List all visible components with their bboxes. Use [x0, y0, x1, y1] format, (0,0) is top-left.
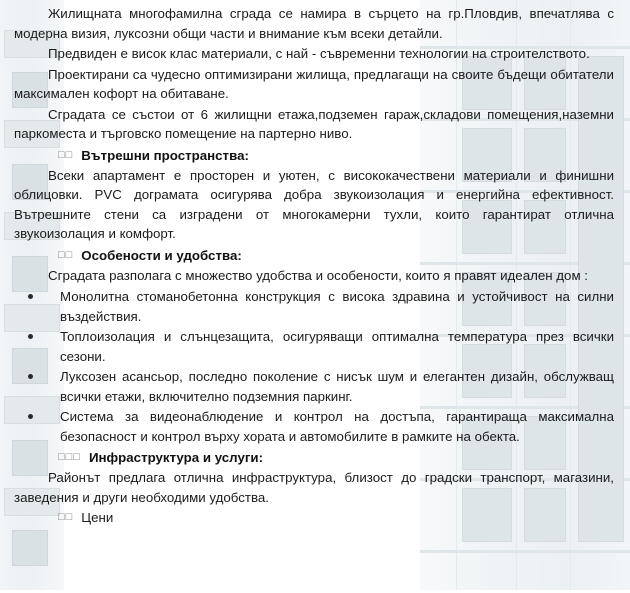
bullet-dot-icon: [28, 374, 33, 379]
bullet-dot-icon: [28, 334, 33, 339]
list-item-label: Топлоизолация и слънцезащита, осигуряващи оптимална температура през всички сезони.: [60, 329, 614, 364]
heading-prices-label: Цени: [81, 510, 114, 525]
heading-features: [14, 245, 614, 266]
bullet-box-icon: □□: [58, 511, 74, 523]
heading-features-label: Особености и удобства:: [81, 247, 242, 263]
list-item-label: Система за видеонаблюдение и контрол на достъпа, гарантираща максимална безопасност и контрол върху хората и автомобилите в рамките на обекта.: [60, 409, 614, 444]
list-item: [14, 407, 614, 446]
paragraph-materials: Предвиден е висок клас материали, с най - съвременни технологии на строителството.: [48, 46, 590, 61]
bullet-box-icon: □□□: [58, 451, 81, 463]
paragraph-structure: Сградата се състои от 6 жилищни етажа,подземен гараж,складови помещения,наземни паркоместа и търговско помещение на партерно ниво.: [14, 106, 614, 141]
list-item: [14, 367, 614, 406]
list-item: [14, 287, 614, 326]
heading-infrastructure: [14, 447, 614, 468]
bullet-dot-icon: [28, 294, 33, 299]
heading-interior-spaces: [14, 145, 614, 166]
list-item: [14, 327, 614, 366]
paragraph-location: Жилищната многофамилна сграда се намира в сърцето на гр.Пловдив, впечатлява с модерна визия, луксозни общи части и внимание към всеки детайли.: [14, 6, 614, 41]
bullet-dot-icon: [28, 414, 33, 419]
features-list: [14, 287, 614, 446]
paragraph-features-intro: Сградата разполага с множество удобства и особености, които я правят идеален дом :: [48, 267, 588, 283]
list-item-label: Монолитна стоманобетонна конструкция с висока здравина и устойчивост на силни въздействия.: [60, 289, 614, 324]
bullet-box-icon: □□: [58, 248, 74, 261]
bullet-box-icon: □□: [58, 148, 74, 161]
list-item-label: Луксозен асансьор, последно поколение с нисък шум и елегантен дизайн, обслужващ всички етажи, включително подземния паркинг.: [60, 369, 614, 404]
paragraph-interior-spaces: Всеки апартамент е просторен и уютен, с висококачествени материали и финишни облицовки. PVC дограмата осигурява добра звукоизолация и енергийна ефективност. Вътрешните стени са изградени от многокамерни тухли, които гарантират отлична звукоизолация и комфорт.: [14, 167, 614, 241]
paragraph-infrastructure: Районът предлага отлична инфраструктура, близост до градски транспорт, магазини, заведения и други необходими удобства.: [14, 470, 614, 505]
heading-prices-cut-off: [14, 508, 614, 528]
heading-infrastructure-label: Инфраструктура и услуги:: [88, 450, 263, 465]
paragraph-apartments: Проектирани са чудесно оптимизирани жилища, предлагащи на своите бъдещи обитатели максимален кофорт на обитаване.: [14, 66, 614, 101]
heading-interior-spaces-label: Вътрешни пространства:: [81, 147, 249, 163]
